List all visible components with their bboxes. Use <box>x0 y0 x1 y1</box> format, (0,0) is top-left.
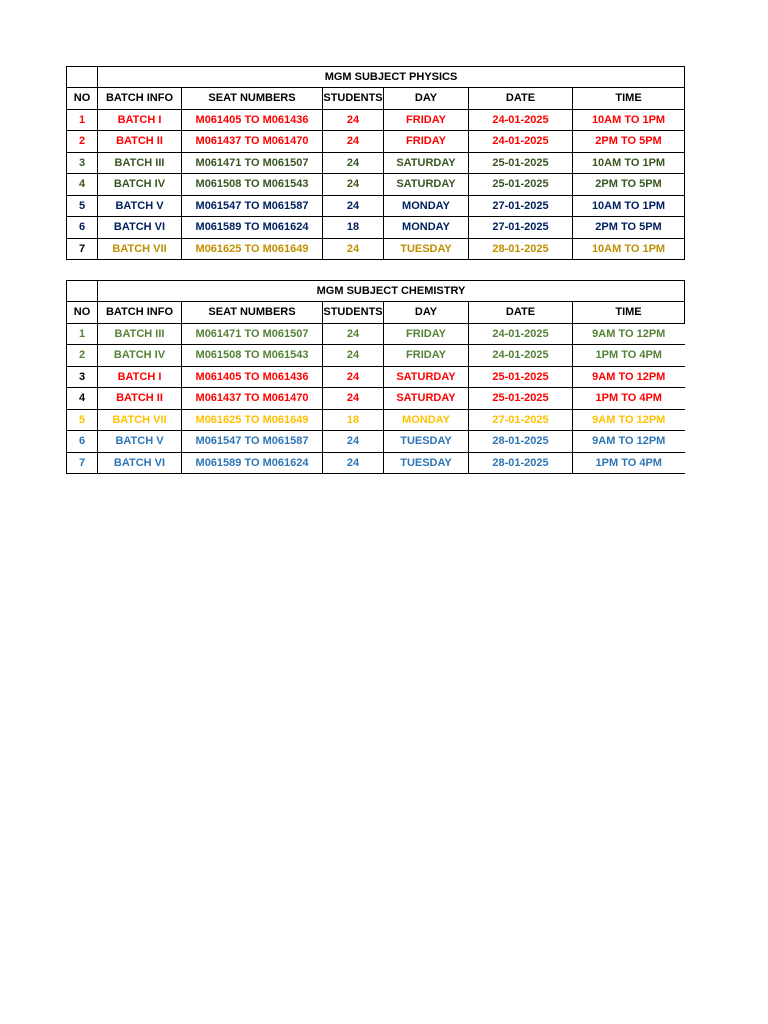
time-cell: 10AM TO 1PM <box>573 152 685 174</box>
batch-cell: BATCH IV <box>98 345 182 367</box>
header-students: STUDENTS <box>323 302 384 324</box>
physics-header-row <box>67 88 685 110</box>
date-cell: 27-01-2025 <box>469 195 573 217</box>
seat-numbers-cell: M061547 TO M061587 <box>182 431 323 453</box>
time-cell: 9AM TO 12PM <box>573 366 685 388</box>
students-cell: 18 <box>323 409 384 431</box>
chemistry-corner-cell <box>67 281 98 302</box>
day-cell: MONDAY <box>384 217 469 239</box>
students-cell: 24 <box>323 174 384 196</box>
no-cell: 2 <box>67 131 98 153</box>
batch-cell: BATCH VII <box>98 409 182 431</box>
time-cell: 9AM TO 12PM <box>573 409 685 431</box>
time-cell: 2PM TO 5PM <box>573 174 685 196</box>
no-cell: 6 <box>67 431 98 453</box>
batch-cell: BATCH VII <box>98 238 182 260</box>
header-no: NO <box>67 302 98 324</box>
batch-cell: BATCH III <box>98 152 182 174</box>
seat-numbers-cell: M061405 TO M061436 <box>182 109 323 131</box>
chemistry-schedule-table <box>66 280 685 474</box>
no-cell: 2 <box>67 345 98 367</box>
students-cell: 24 <box>323 195 384 217</box>
header-no: NO <box>67 88 98 110</box>
header-students: STUDENTS <box>323 88 384 110</box>
day-cell: SATURDAY <box>384 174 469 196</box>
table-row <box>67 452 685 474</box>
header-date: DATE <box>469 88 573 110</box>
date-cell: 27-01-2025 <box>469 409 573 431</box>
time-cell: 10AM TO 1PM <box>573 238 685 260</box>
no-cell: 4 <box>67 388 98 410</box>
chemistry-table-title: MGM SUBJECT CHEMISTRY <box>98 281 685 302</box>
day-cell: MONDAY <box>384 195 469 217</box>
physics-schedule-table <box>66 66 685 260</box>
seat-numbers-cell: M061547 TO M061587 <box>182 195 323 217</box>
date-cell: 24-01-2025 <box>469 345 573 367</box>
header-seat-numbers: SEAT NUMBERS <box>182 88 323 110</box>
day-cell: TUESDAY <box>384 431 469 453</box>
batch-cell: BATCH I <box>98 109 182 131</box>
header-batch-info: BATCH INFO <box>98 88 182 110</box>
batch-cell: BATCH II <box>98 388 182 410</box>
date-cell: 24-01-2025 <box>469 323 573 345</box>
day-cell: FRIDAY <box>384 345 469 367</box>
header-batch-info: BATCH INFO <box>98 302 182 324</box>
day-cell: SATURDAY <box>384 152 469 174</box>
seat-numbers-cell: M061437 TO M061470 <box>182 388 323 410</box>
day-cell: TUESDAY <box>384 452 469 474</box>
date-cell: 25-01-2025 <box>469 152 573 174</box>
no-cell: 6 <box>67 217 98 239</box>
header-time: TIME <box>573 302 685 324</box>
table-row <box>67 238 685 260</box>
time-cell: 1PM TO 4PM <box>573 388 685 410</box>
table-row <box>67 323 685 345</box>
batch-cell: BATCH IV <box>98 174 182 196</box>
header-time: TIME <box>573 88 685 110</box>
table-row <box>67 388 685 410</box>
table-row <box>67 152 685 174</box>
time-cell: 9AM TO 12PM <box>573 431 685 453</box>
date-cell: 28-01-2025 <box>469 238 573 260</box>
students-cell: 24 <box>323 109 384 131</box>
time-cell: 1PM TO 4PM <box>573 345 685 367</box>
date-cell: 25-01-2025 <box>469 388 573 410</box>
seat-numbers-cell: M061471 TO M061507 <box>182 323 323 345</box>
date-cell: 24-01-2025 <box>469 131 573 153</box>
day-cell: SATURDAY <box>384 366 469 388</box>
table-row <box>67 345 685 367</box>
students-cell: 24 <box>323 323 384 345</box>
date-cell: 28-01-2025 <box>469 431 573 453</box>
no-cell: 5 <box>67 409 98 431</box>
no-cell: 1 <box>67 323 98 345</box>
time-cell: 10AM TO 1PM <box>573 109 685 131</box>
day-cell: FRIDAY <box>384 131 469 153</box>
no-cell: 5 <box>67 195 98 217</box>
seat-numbers-cell: M061405 TO M061436 <box>182 366 323 388</box>
students-cell: 24 <box>323 238 384 260</box>
time-cell: 2PM TO 5PM <box>573 217 685 239</box>
day-cell: FRIDAY <box>384 109 469 131</box>
date-cell: 24-01-2025 <box>469 109 573 131</box>
batch-cell: BATCH V <box>98 195 182 217</box>
table-row <box>67 431 685 453</box>
seat-numbers-cell: M061589 TO M061624 <box>182 452 323 474</box>
seat-numbers-cell: M061508 TO M061543 <box>182 174 323 196</box>
students-cell: 24 <box>323 131 384 153</box>
date-cell: 27-01-2025 <box>469 217 573 239</box>
date-cell: 25-01-2025 <box>469 174 573 196</box>
table-row <box>67 195 685 217</box>
students-cell: 24 <box>323 431 384 453</box>
time-cell: 1PM TO 4PM <box>573 452 685 474</box>
students-cell: 24 <box>323 452 384 474</box>
time-cell: 10AM TO 1PM <box>573 195 685 217</box>
header-day: DAY <box>384 88 469 110</box>
table-row <box>67 131 685 153</box>
day-cell: MONDAY <box>384 409 469 431</box>
table-row <box>67 174 685 196</box>
chemistry-header-row <box>67 302 685 324</box>
no-cell: 4 <box>67 174 98 196</box>
batch-cell: BATCH V <box>98 431 182 453</box>
no-cell: 3 <box>67 152 98 174</box>
table-row <box>67 109 685 131</box>
day-cell: TUESDAY <box>384 238 469 260</box>
time-cell: 2PM TO 5PM <box>573 131 685 153</box>
no-cell: 7 <box>67 452 98 474</box>
seat-numbers-cell: M061437 TO M061470 <box>182 131 323 153</box>
table-row <box>67 217 685 239</box>
seat-numbers-cell: M061589 TO M061624 <box>182 217 323 239</box>
no-cell: 7 <box>67 238 98 260</box>
seat-numbers-cell: M061625 TO M061649 <box>182 409 323 431</box>
date-cell: 25-01-2025 <box>469 366 573 388</box>
students-cell: 24 <box>323 366 384 388</box>
physics-corner-cell <box>67 67 98 88</box>
students-cell: 24 <box>323 388 384 410</box>
seat-numbers-cell: M061508 TO M061543 <box>182 345 323 367</box>
day-cell: FRIDAY <box>384 323 469 345</box>
students-cell: 18 <box>323 217 384 239</box>
header-seat-numbers: SEAT NUMBERS <box>182 302 323 324</box>
header-date: DATE <box>469 302 573 324</box>
time-cell: 9AM TO 12PM <box>573 323 685 345</box>
date-cell: 28-01-2025 <box>469 452 573 474</box>
physics-table-title: MGM SUBJECT PHYSICS <box>98 67 685 88</box>
no-cell: 3 <box>67 366 98 388</box>
batch-cell: BATCH VI <box>98 217 182 239</box>
batch-cell: BATCH VI <box>98 452 182 474</box>
seat-numbers-cell: M061471 TO M061507 <box>182 152 323 174</box>
no-cell: 1 <box>67 109 98 131</box>
table-row <box>67 366 685 388</box>
batch-cell: BATCH III <box>98 323 182 345</box>
students-cell: 24 <box>323 152 384 174</box>
students-cell: 24 <box>323 345 384 367</box>
header-day: DAY <box>384 302 469 324</box>
seat-numbers-cell: M061625 TO M061649 <box>182 238 323 260</box>
batch-cell: BATCH II <box>98 131 182 153</box>
day-cell: SATURDAY <box>384 388 469 410</box>
batch-cell: BATCH I <box>98 366 182 388</box>
table-row <box>67 409 685 431</box>
